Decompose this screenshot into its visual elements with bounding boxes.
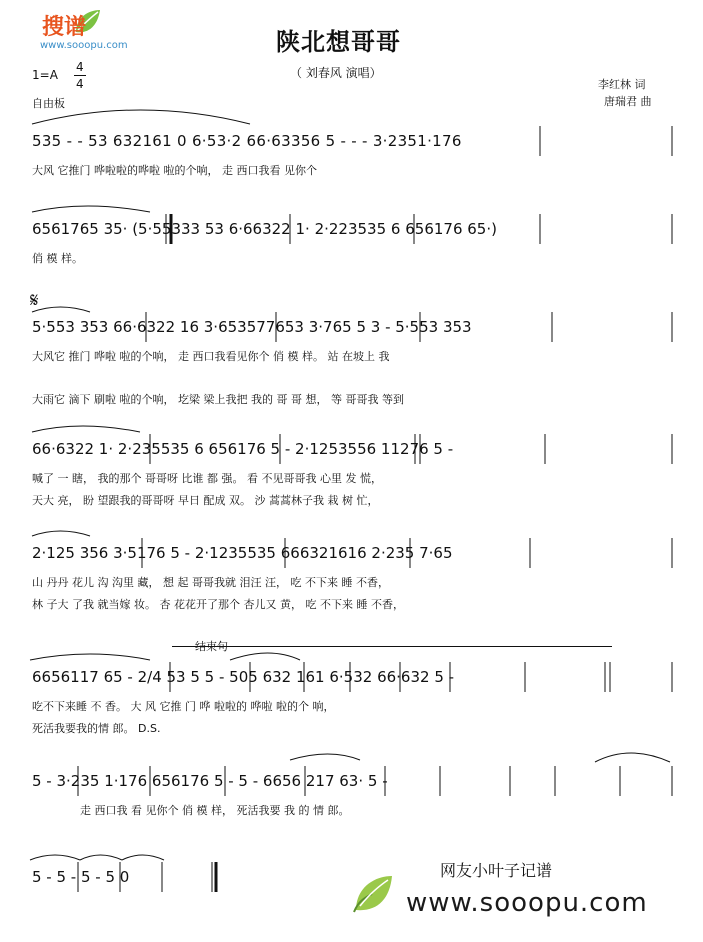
score-row-5-lyrics-1: 山 丹丹 花儿 沟 沟里 藏， 想 起 哥哥我就 泪汪 汪， 吃 不下来 睡 不香， [32,576,389,589]
tempo-marking: 自由板 [32,97,65,110]
score-row-7-notes: 5 - 3·235 1·176 656176 5 - 5 - 6656 217 63· 5 - [32,772,388,790]
time-signature-bottom: 4 [76,77,84,91]
score-row-3-notes: 5·553 353 66·6322 16 3·653577653 3·765 5 3 - 5·553 353 [32,318,472,336]
score-row-5-lyrics-2: 林 子大 了我 就当嫁 妆。 杏 花花开了那个 杏儿又 黄， 吃 不下来 睡 不香， [32,598,404,611]
composer: 唐瑞君 曲 [604,95,652,108]
performer: （ 刘春风 演唱） [290,66,382,80]
key-signature: 1=A [32,68,58,82]
score-row-6-lyrics-1: 吃不下来睡 不 香。 大 风 它推 门 哗 啦啦的 哗啦 啦的个 响， [32,700,335,713]
end-marker-label: 结束句 [195,640,228,653]
footer-logo[interactable] [350,868,650,928]
score-row-1-lyrics: 大风 它推门 哗啦啦的哗啦 啦的个响， 走 西口我看 见你个 [32,164,317,177]
score-row-3-lyrics-2: 大雨它 滴下 刷啦 啦的个响， 圪梁 梁上我把 我的 哥 哥 想， 等 哥哥我 等到 [32,393,404,406]
score-row-4-lyrics-2: 天大 亮， 盼 望跟我的哥哥呀 早日 配成 双。 沙 蒿蒿林子我 栽 树 忙， [32,494,379,507]
footer-leaf-icon [350,872,396,918]
logo-url: www.sooopu.com [40,40,128,51]
score-row-8-notes: 5 - 5 - 5 - 5 0 [32,868,130,886]
segno-sign: 𝄋 [30,288,39,312]
score-row-6-notes: 6656117 65 - 2/4 53 5 5 - 505 632 161 6·532 66·632 5 - [32,668,455,686]
logo-text: 搜谱 [42,14,87,40]
score-row-1-notes: 535 - - 53 632161 0 6·53·2 66·63356 5 - - - 3·2351·176 [32,132,462,150]
score-row-5-notes: 2·125 356 3·5176 5 - 2·1235535 666321616 2·235 7·65 [32,544,453,562]
transcriber-credit: 网友小叶子记谱 [440,861,553,880]
time-signature-top: 4 [76,60,84,74]
page-title: 陕北想哥哥 [276,27,401,56]
score-row-4-notes: 66·6322 1· 2·235535 6 656176 5 - 2·1253556 11276 5 - [32,440,454,458]
score-row-2-notes: 6561765 35· (5·55333 53 6·66322 1· 2·223535 6 656176 65·) [32,220,497,238]
score-row-2-lyrics: 俏 模 样。 [32,252,83,265]
lyricist: 李红林 词 [598,78,646,91]
score-row-6-lyrics-2: 死活我要我的情 郎。 D.S. [32,722,161,735]
footer-url: www.sooopu.com [406,888,648,918]
score-row-4-lyrics-1: 喊了 一 瞎， 我的那个 哥哥呀 比谁 都 强。 看 不见哥哥我 心里 发 慌， [32,472,382,485]
score-row-3-lyrics-1: 大风它 推门 哗啦 啦的个响， 走 西口我看见你个 俏 模 样。 站 在坡上 我 [32,350,390,363]
score-row-7-lyrics: 走 西口我 看 见你个 俏 模 样， 死活我要 我 的 情 郎。 [80,804,350,817]
